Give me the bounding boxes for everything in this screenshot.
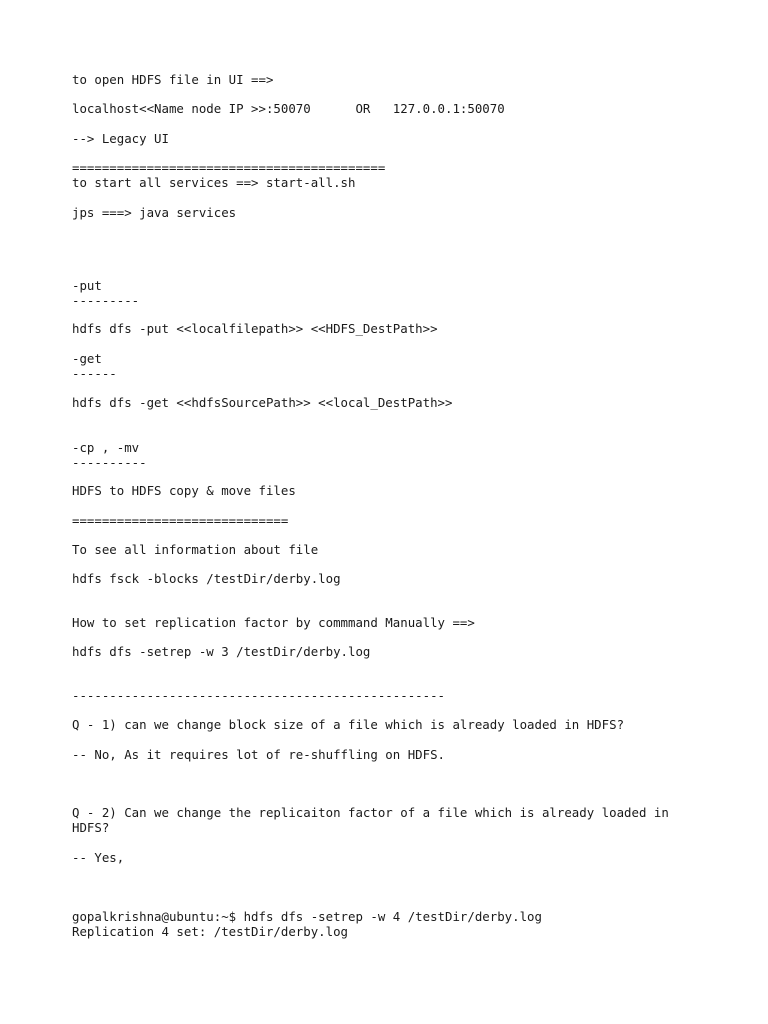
cp-mv-heading: -cp , -mv [72,440,140,455]
ui-heading-line: to open HDFS file in UI ==> [72,72,274,87]
legacy-ui-line: --> Legacy UI [72,131,169,146]
answer-1: -- No, As it requires lot of re-shuffling on HDFS. [72,747,445,762]
fsck-command-line: hdfs fsck -blocks /testDir/derby.log [72,571,341,586]
put-command-line: hdfs dfs -put <<localfilepath>> <<HDFS_DestPath>> [72,321,438,336]
question-2: Q - 2) Can we change the replicaiton factor of a file which is already loaded in [72,805,669,820]
get-heading: -get [72,351,102,366]
cp-mv-underline: ---------- [72,455,147,470]
setrep-command-line: hdfs dfs -setrep -w 3 /testDir/derby.log [72,644,371,659]
separator-line: ============================= [72,513,289,528]
cp-mv-description: HDFS to HDFS copy & move files [72,483,296,498]
namenode-url-line: localhost<<Name node IP >>:50070 OR 127.0.0.1:50070 [72,101,505,116]
jps-line: jps ===> java services [72,205,237,220]
get-underline: ------ [72,366,117,381]
separator-line: ========================================== [72,160,386,175]
separator-line: -------------------------------------------------- [72,688,445,703]
question-1: Q - 1) can we change block size of a file which is already loaded in HDFS? [72,717,625,732]
get-command-line: hdfs dfs -get <<hdfsSourcePath>> <<local_DestPath>> [72,395,453,410]
replication-heading: How to set replication factor by commmand Manually ==> [72,615,475,630]
start-services-line: to start all services ==> start-all.sh [72,175,356,190]
put-heading: -put [72,278,102,293]
terminal-output-line: Replication 4 set: /testDir/derby.log [72,924,349,939]
question-2-continued: HDFS? [72,820,110,835]
put-underline: --------- [72,293,140,308]
file-info-line: To see all information about file [72,542,319,557]
answer-2: -- Yes, [72,850,125,865]
terminal-command-line: gopalkrishna@ubuntu:~$ hdfs dfs -setrep -w 4 /testDir/derby.log [72,909,542,924]
